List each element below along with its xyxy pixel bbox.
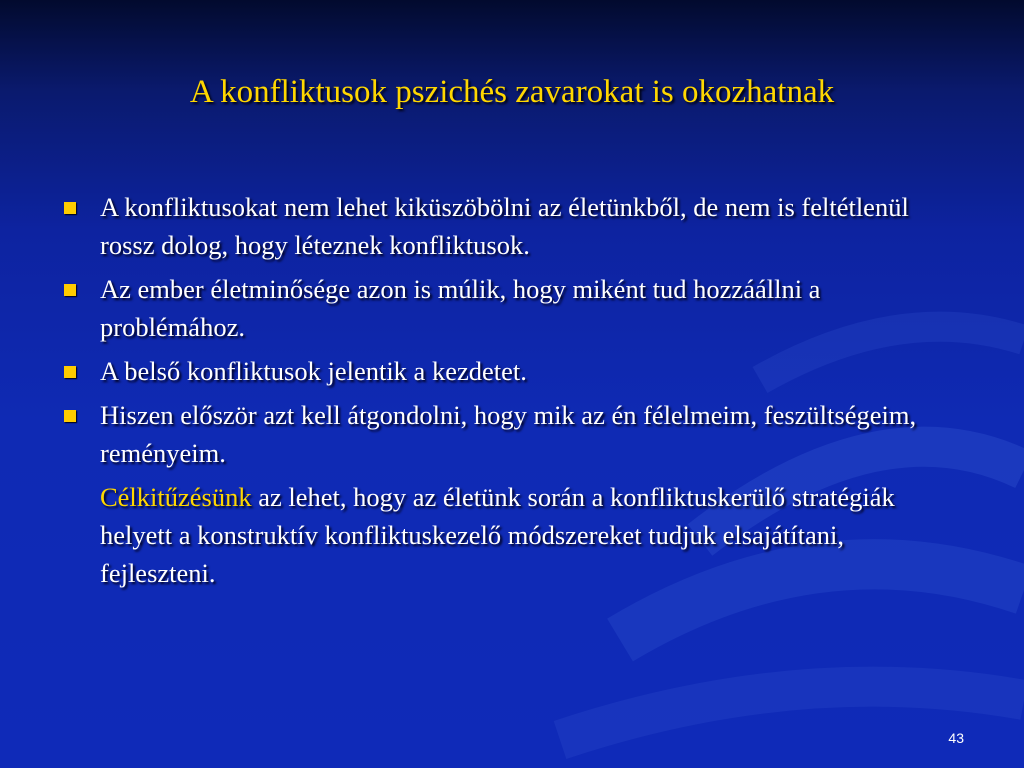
bullet-text: A belső konfliktusok jelentik a kezdetet. (100, 356, 527, 386)
page-number: 43 (948, 730, 964, 746)
bullet-text: Hiszen először azt kell átgondolni, hogy mik az én félelmeim, feszültségeim, reményeim. (100, 400, 917, 468)
square-bullet-icon (64, 284, 76, 296)
slide-title: A konfliktusok pszichés zavarokat is okozhatnak (189, 74, 835, 110)
bullet-text: Az ember életminősége azon is múlik, hogy miként tud hozzáállni a problémához. (100, 274, 821, 342)
bullet-text: A konfliktusokat nem lehet kiküszöbölni az életünkből, de nem is feltétlenül rossz dolog, hogy léteznek konfliktusok. (100, 192, 909, 260)
square-bullet-icon (64, 410, 76, 422)
bullet-item (62, 352, 962, 390)
bullet-item (62, 396, 962, 472)
goal-paragraph (62, 478, 962, 592)
bullet-item (62, 270, 962, 346)
goal-text: az lehet, hogy az életünk során a konfliktuskerülő stratégiák helyett a konstruktív konfliktuskezelő módszereket tudjuk elsajátítani, fejleszteni. (100, 482, 895, 588)
square-bullet-icon (64, 202, 76, 214)
goal-highlight: Célkitűzésünk (100, 482, 252, 512)
bullet-item (62, 188, 962, 264)
square-bullet-icon (64, 366, 76, 378)
slide-content (62, 188, 962, 592)
